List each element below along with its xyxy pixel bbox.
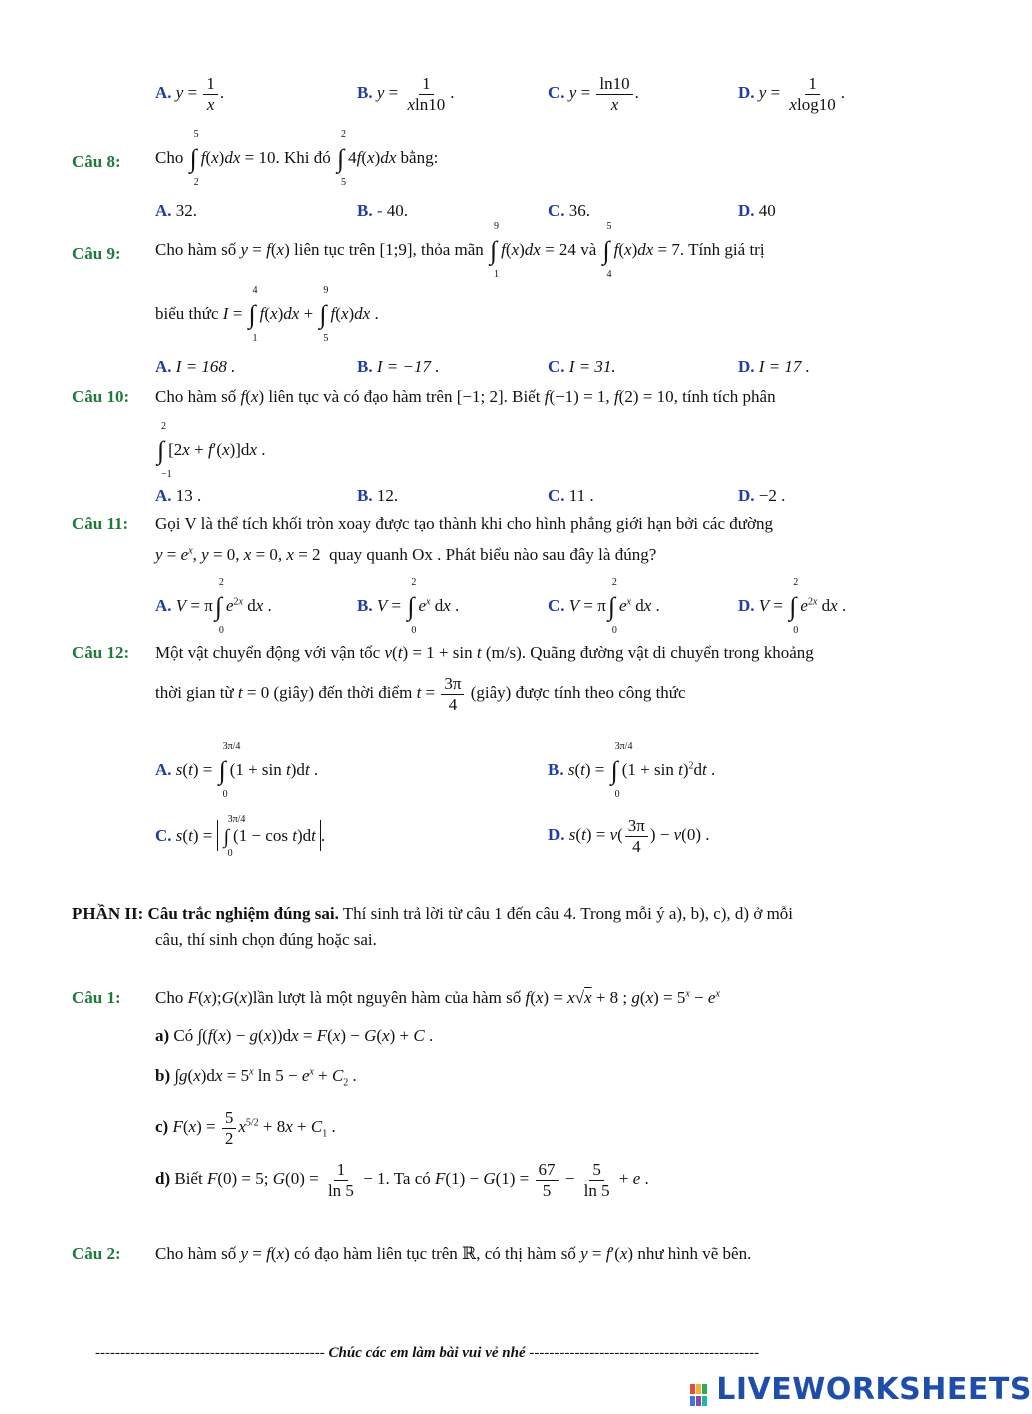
p2q1-statement-d: d) Biết F(0) = 5; G(0) = $\frac{1}{\ln 5}$ − 1. Ta có F(1) − G(1) = $\frac{67}{5}$ − $\frac{5}{\ln 5}$ + e . — [155, 1160, 649, 1200]
q12-option-d: D. s(t) = v( $\frac{3\pi}{4}$ ) − v(0) . — [548, 816, 710, 856]
q9-option-b: B. I = −17 . — [357, 357, 440, 376]
q10-option-b: B. 12. — [357, 486, 399, 505]
q9-line2: biểu thức I = ∫ 4 1 f(x)dx + ∫ 9 5 f(x)dx . — [155, 285, 379, 344]
q8-label: Câu 8: — [72, 152, 121, 171]
q7-option-c: C. y = $\frac{\ln 10}{x}$ . — [548, 74, 639, 114]
footer-note: ---------------------------------------------- Chúc các em làm bài vui vẻ nhé ---------------------------------------------- — [95, 1345, 760, 1361]
q10-stem: Cho hàm số f(x) liên tục và có đạo hàm trên [−1; 2]. Biết f(−1) = 1, f(2) = 10, tính tích phân — [155, 387, 776, 406]
q12-option-c: C. s(t) = ∫ 3π/4 0 (1 − cos t)dt . — [155, 814, 326, 860]
q12-label: Câu 12: — [72, 643, 130, 662]
p2q1-statement-c: c) F(x) = $\frac{5}{2}$ $x^{5/2} + 8x + C_1$ . — [155, 1108, 336, 1148]
q9-label: Câu 9: — [72, 244, 121, 263]
q7-option-b: B. y = $\frac{1}{xln10}$ . — [357, 74, 455, 114]
q8-option-a: A. 32. — [155, 201, 198, 220]
q10-option-c: C. 11 . — [548, 486, 594, 505]
brand-name: LIVEWORKSHEETS — [716, 1372, 1032, 1407]
q10-label: Câu 10: — [72, 387, 130, 406]
p2q1-stem: Cho F(x);G(x)lần lượt là một nguyên hàm của hàm số f(x) = x√x + 8 ; $g(x) = 5^x - e^x$ — [155, 988, 720, 1007]
q11-line2: $y = e^x$, y = 0, x = 0, x = 2 quay quanh Ox . Phát biểu nào sau đây là đúng? — [155, 545, 657, 564]
q12-option-b: B. s(t) = ∫ 3π/4 0 $(1 + \sin t)^2dt$ . — [548, 741, 716, 800]
q7-option-d: D. y = $\frac{1}{xlog10}$ . — [738, 74, 845, 114]
q8-option-b: B. - 40. — [357, 201, 409, 220]
q9-stem: Cho hàm số y = f(x) liên tục trên [1;9], thỏa mãn ∫ 9 1 f(x)dx = 24 và ∫ 5 4 f(x)dx = 7. Tính giá trị — [155, 221, 765, 280]
q8-option-c: C. 36. — [548, 201, 591, 220]
q11-line1: Gọi V là thể tích khối tròn xoay được tạo thành khi cho hình phẳng giới hạn bởi các đường — [155, 514, 773, 533]
p2q1-label: Câu 1: — [72, 988, 121, 1007]
p2q1-statement-a: a) Có ∫(f(x) − g(x))dx = F(x) − G(x) + C . — [155, 1026, 434, 1045]
q8-option-d: D. 40 — [738, 201, 776, 220]
q12-option-a: A. s(t) = ∫ 3π/4 0 (1 + sin t)dt . — [155, 741, 319, 800]
q11-label: Câu 11: — [72, 514, 129, 533]
q9-option-d: D. I = 17 . — [738, 357, 810, 376]
q11-option-c: C. V = π∫ 2 0 $e^x$ dx . — [548, 577, 660, 636]
brand-logo[interactable] — [690, 1372, 1032, 1407]
q12-line2: thời gian từ t = 0 (giây) đến thời điểm t = $\frac{3\pi}{4}$ (giây) được tính theo công thức — [155, 674, 686, 714]
q10-option-d: D. −2 . — [738, 486, 786, 505]
q12-line1: Một vật chuyển động với vận tốc v(t) = 1 + sin t (m/s). Quãng đường vật di chuyển trong khoảng — [155, 643, 814, 662]
q11-option-a: A. V = π∫ 2 0 $e^{2x}$ dx . — [155, 577, 272, 636]
liveworksheets-mark-icon — [690, 1384, 708, 1406]
q8-stem: Cho ∫ 5 2 f(x)dx = 10. Khi đó ∫ 2 5 4f(x)dx bằng: — [155, 129, 439, 188]
part2-heading-line2: câu, thí sinh chọn đúng hoặc sai. — [155, 930, 377, 949]
p2q2-label: Câu 2: — [72, 1244, 121, 1263]
p2q1-statement-b: b) $\int g(x)dx = 5^x$ $\ln 5 - e^x + C_2$ . — [155, 1066, 357, 1089]
part2-heading: PHẦN II: Câu trắc nghiệm đúng sai. Thí sinh trả lời từ câu 1 đến câu 4. Trong mỗi ý a), b), c), d) ở mỗi — [72, 904, 794, 923]
q9-option-c: C. I = 31. — [548, 357, 616, 376]
q10-integral: ∫ 2 −1 [2x + f′(x)]dx . — [157, 421, 266, 480]
q10-option-a: A. 13 . — [155, 486, 202, 505]
q7-option-a: A. y = $\frac{1}{x}$ . — [155, 74, 225, 114]
q11-option-d: D. V = ∫ 2 0 $e^{2x}$ dx . — [738, 577, 847, 636]
p2q2-stem: Cho hàm số y = f(x) có đạo hàm liên tục trên ℝ, có thị hàm số y = f′(x) như hình vẽ bên. — [155, 1244, 752, 1263]
q9-option-a: A. I = 168 . — [155, 357, 236, 376]
q11-option-b: B. V = ∫ 2 0 $e^x$ dx . — [357, 577, 460, 636]
